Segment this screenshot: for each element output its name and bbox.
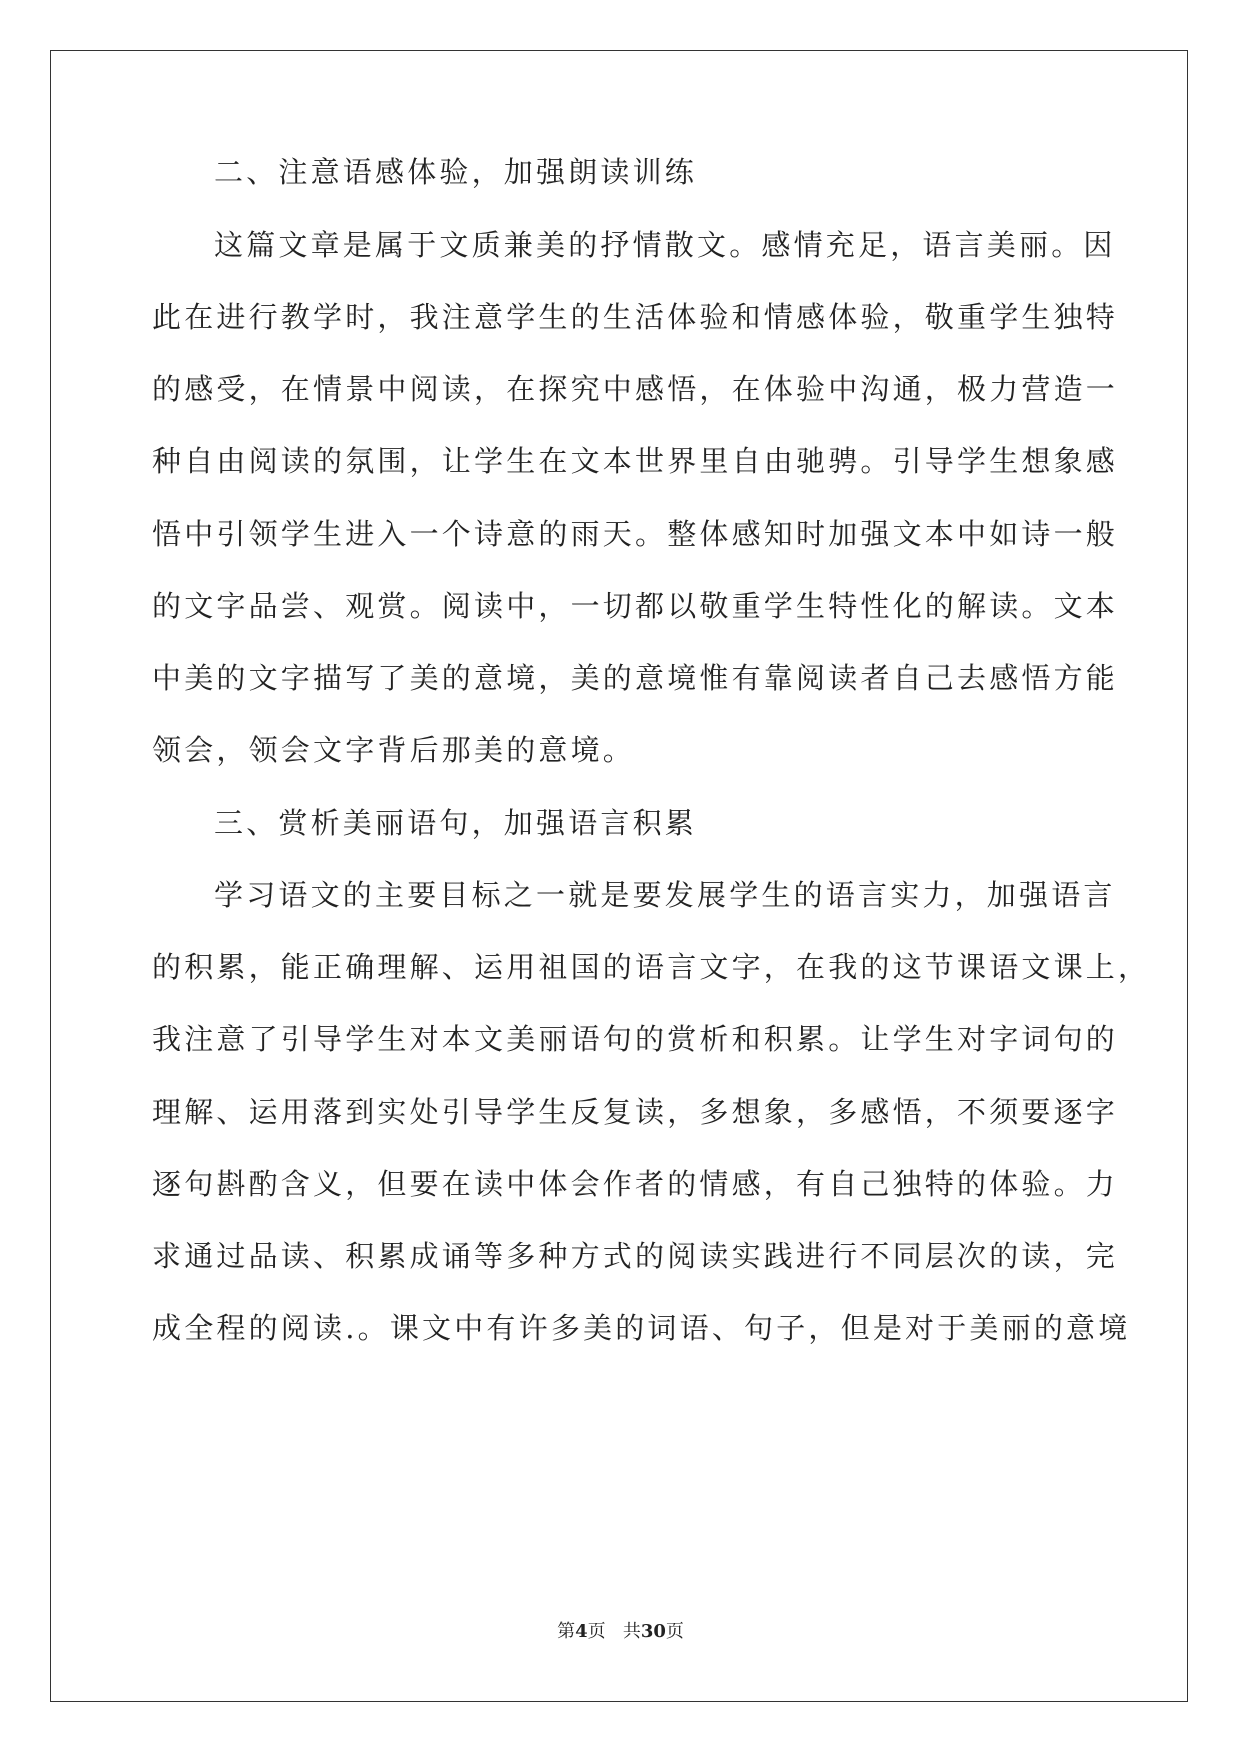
text-line: 种自由阅读的氛围，让学生在文本世界里自由驰骋。引导学生想象感: [152, 444, 1119, 478]
text-line: 中美的文字描写了美的意境，美的意境惟有靠阅读者自己去感悟方能: [152, 661, 1119, 695]
text-line: 成全程的阅读.。课文中有许多美的词语、句子，但是对于美丽的意境: [152, 1311, 1131, 1345]
text-line: 我注意了引导学生对本文美丽语句的赏析和积累。让学生对字词句的: [152, 1022, 1119, 1056]
text-line: 这篇文章是属于文质兼美的抒情散文。感情充足，语言美丽。因: [214, 228, 1116, 262]
current-page-number: 4: [575, 1621, 588, 1642]
footer-total-prefix: 共: [622, 1621, 641, 1642]
footer-prefix: 第: [557, 1621, 576, 1642]
footer-page-unit: 页: [587, 1621, 606, 1642]
text-line: 的积累，能正确理解、运用祖国的语言文字，在我的这节课语文课上，: [152, 950, 1151, 984]
text-line: 此在进行教学时，我注意学生的生活体验和情感体验，敬重学生独特: [152, 300, 1119, 334]
text-line: 求通过品读、积累成诵等多种方式的阅读实践进行不同层次的读，完: [152, 1239, 1119, 1273]
text-line: 的感受，在情景中阅读，在探究中感悟，在体验中沟通，极力营造一: [152, 372, 1119, 406]
text-line: 悟中引领学生进入一个诗意的雨天。整体感知时加强文本中如诗一般: [152, 517, 1119, 551]
section-heading-2: 二、注意语感体验，加强朗读训练: [214, 155, 698, 189]
footer-total-unit: 页: [665, 1621, 684, 1642]
total-pages-number: 30: [640, 1621, 666, 1642]
text-line: 领会，领会文字背后那美的意境。: [152, 733, 636, 767]
text-line: 学习语文的主要目标之一就是要发展学生的语言实力，加强语言: [214, 878, 1116, 912]
section-heading-3: 三、赏析美丽语句，加强语言积累: [214, 806, 698, 840]
text-line: 逐句斟酌含义，但要在读中体会作者的情感，有自己独特的体验。力: [152, 1167, 1119, 1201]
page-footer: [0, 1620, 1241, 1644]
text-line: 的文字品尝、观赏。阅读中，一切都以敬重学生特性化的解读。文本: [152, 589, 1119, 623]
text-line: 理解、运用落到实处引导学生反复读，多想象，多感悟，不须要逐字: [152, 1095, 1119, 1129]
